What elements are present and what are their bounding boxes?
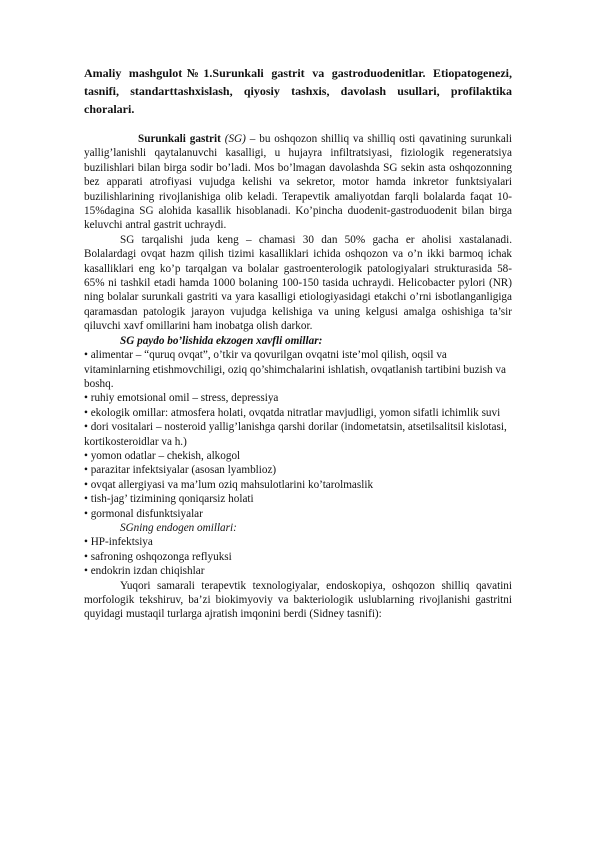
list-item: • tish-jag’ tizimining qoniqarsiz holati [84,493,254,506]
endogenous-list [84,535,512,578]
intro-text: – bu oshqozon shilliq va shilliq osti qavatining surunkali yallig’lanishli qaytalanuvchi kasalligi, u hujayra infiltratsiyasi, fiziologik regeneratsiya buzilishlari bilan birga sodir bo’ladi. Mos bo’lmagan davolashda SG sekin asta oshqozonning bez apparati atrofiyasi vujudga kelishi va sekretor, motor hamda inkretor funktsiyalari buzilishlarining rivojlanishiga olib keladi. Terapevtik amaliyotdan farqli bolalarda faqat 10-15%dagina SG alohida kasallik hisoblanadi. Ko’pincha duodenit-gastroduodenit bilan birga keluvchi antral gastrit uchraydi. [84,133,513,232]
intro-paragraph [84,132,512,233]
list-item: • ruhiy emotsional omil – stress, depressiya [84,392,279,405]
page-title: Amaliy mashgulot№1.Surunkali gastrit va gastroduodenitlar. Etiopatogenezi, tasnifi, standarttashxislash, qiyosiy tashxis, davolash usullari, profilaktika choralari. [84,66,512,116]
document-page [84,64,512,622]
list-item: • dori vositalari – nosteroid yallig’lanishga qarshi dorilar (indometatsin, atsetilsalitsil kislotasi, kortikosteroidlar va h.) [84,421,507,448]
prevalence-paragraph: SG tarqalishi juda keng – chamasi 30 dan 50% gacha er aholisi xastalanadi. Bolalardagi ovqat hazm qilish tizimi kasalliklari ichida oshqozon va o’n ikki barmoq ichak kasalliklari eng ko’p tarqalgan va bolalar gastroenterologik patologiyalari strukturasida 58-65% ni tashkil etadi hamda 1000 bolaning 100-150 tasida uchraydi. Helicobacter pylori (NR) ning bolalar surunkali gastriti va yara kasalligi etiologiyasidagi etakchi o’rni isbotlanganligiga qaramasdan patologik jarayon vujudga kelishiga va uning kelgusi amalga oshishiga ta’sir qiluvchi xavf omillarini ham inobatga olish darkor. [84,233,512,333]
list-item: • alimentar – “quruq ovqat”, o’tkir va qovurilgan ovqatni iste’mol qilish, oqsil va vitaminlarning etishmovchiligi, oziq qo’shimchalarini ishlatish, ovqatlanish tartibini buzish va boshq. [84,349,506,390]
list-item: • yomon odatlar – chekish, alkogol [84,449,241,462]
list-item: • endokrin izdan chiqishlar [84,565,205,578]
list-item: • ekologik omillar: atmosfera holati, ovqatda nitratlar mavjudligi, yomon sifatli ichimlik suvi [84,406,501,419]
list-item: • gormonal disfunktsiyalar [84,507,203,520]
intro-term: Surunkali gastrit [138,133,221,145]
list-item: • HP-infektsiya [84,536,153,549]
exogenous-list [84,348,512,521]
exogenous-heading: SG paydo bo’lishida ekzogen xavfli omillar: [120,334,323,347]
list-item: • safroning oshqozonga reflyuksi [84,550,232,563]
intro-abbr: (SG) [224,133,246,145]
closing-paragraph: Yuqori samarali terapevtik texnologiyalar, endoskopiya, oshqozon shilliq qavatini morfologik tekshiruv, ba’zi biokimyoviy va bakteriologik uslublarning rivojlanishi gastritni quyidagi mustaqil turlarga ajratish imqonini berdi (Sidney tasnifi): [84,579,512,621]
list-item: • ovqat allergiyasi va ma’lum oziq mahsulotlarini ko’tarolmaslik [84,478,374,491]
endogenous-heading: SGning endogen omillari: [120,521,237,534]
list-item: • parazitar infektsiyalar (asosan lyamblioz) [84,464,277,477]
